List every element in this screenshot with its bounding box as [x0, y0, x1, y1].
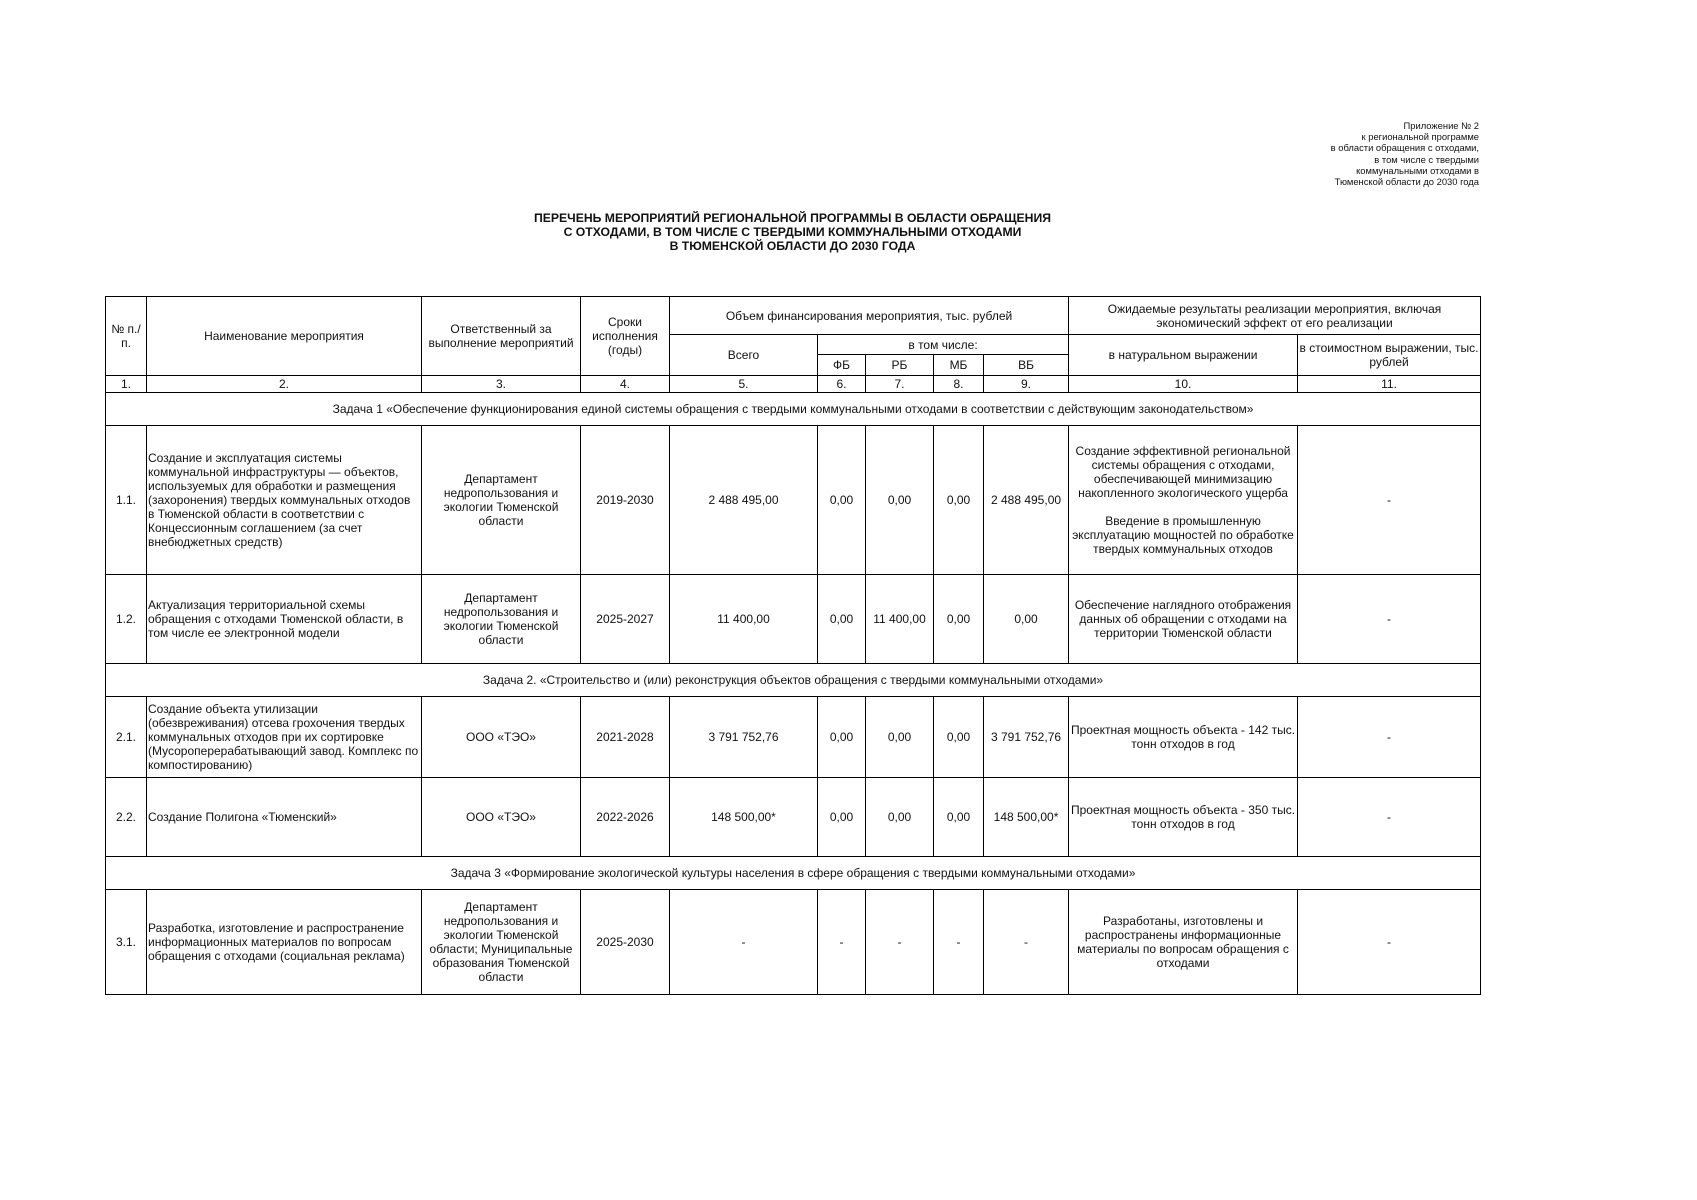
- header-including: в том числе:: [818, 335, 1069, 355]
- cell-num: 2.1.: [106, 697, 147, 778]
- appendix-line: к региональной программе: [1361, 131, 1479, 143]
- cell-total: 3 791 752,76: [670, 697, 818, 778]
- cell-vb: 0,00: [984, 575, 1069, 664]
- column-number: 11.: [1298, 376, 1481, 393]
- cell-responsible: Департамент недропользования и экологии Тюменской области: [422, 426, 581, 575]
- table-row: [106, 575, 1481, 664]
- measures-table: [105, 296, 1481, 995]
- column-number: 10.: [1069, 376, 1298, 393]
- cell-rb: 0,00: [866, 426, 934, 575]
- appendix-note: [1219, 120, 1479, 187]
- cell-cost: -: [1298, 697, 1481, 778]
- appendix-line: Приложение № 2: [1403, 120, 1479, 131]
- header-terms: Сроки исполнения (годы): [581, 297, 670, 376]
- appendix-line: коммунальными отходами в: [1356, 164, 1479, 176]
- appendix-line: в том числе с твердыми: [1374, 153, 1479, 165]
- table-row: [106, 426, 1481, 575]
- header-financing: Объем финансирования мероприятия, тыс. рублей: [670, 297, 1069, 335]
- table-row: [106, 890, 1481, 995]
- cell-vb: 2 488 495,00: [984, 426, 1069, 575]
- cell-terms: 2022-2026: [581, 778, 670, 857]
- cell-natural: Разработаны, изготовлены и распространены информационные материалы по вопросам обращения с отходами: [1069, 890, 1298, 995]
- cell-cost: -: [1298, 890, 1481, 995]
- header-row: [106, 297, 1481, 335]
- column-number: 3.: [422, 376, 581, 393]
- column-number: 9.: [984, 376, 1069, 393]
- task-row: [106, 393, 1481, 426]
- task-title: Задача 1 «Обеспечение функционирования единой системы обращения с твердыми коммунальными отходами в соответствии с действующим законодательством»: [106, 393, 1481, 426]
- header-vb: ВБ: [984, 355, 1069, 376]
- column-number: 6.: [818, 376, 866, 393]
- cell-total: 11 400,00: [670, 575, 818, 664]
- column-number: 4.: [581, 376, 670, 393]
- cell-cost: -: [1298, 778, 1481, 857]
- header-results: Ожидаемые результаты реализации мероприятия, включая экономический эффект от его реализации: [1069, 297, 1481, 335]
- cell-natural: Проектная мощность объекта - 142 тыс. тонн отходов в год: [1069, 697, 1298, 778]
- cell-terms: 2019-2030: [581, 426, 670, 575]
- task-row: [106, 857, 1481, 890]
- cell-responsible: ООО «ТЭО»: [422, 697, 581, 778]
- cell-name: Разработка, изготовление и распространение информационных материалов по вопросам обращения с отходами (социальная реклама): [147, 890, 422, 995]
- cell-terms: 2025-2030: [581, 890, 670, 995]
- cell-mb: 0,00: [934, 697, 984, 778]
- header-rb: РБ: [866, 355, 934, 376]
- cell-num: 2.2.: [106, 778, 147, 857]
- cell-rb: 11 400,00: [866, 575, 934, 664]
- cell-vb: -: [984, 890, 1069, 995]
- column-number: 5.: [670, 376, 818, 393]
- cell-name: Актуализация территориальной схемы обращения с отходами Тюменской области, в том числе ее электронной модели: [147, 575, 422, 664]
- cell-rb: 0,00: [866, 697, 934, 778]
- cell-vb: 148 500,00*: [984, 778, 1069, 857]
- appendix-line: Тюменской области до 2030 года: [1334, 176, 1479, 188]
- cell-natural: Обеспечение наглядного отображения данных об обращении с отходами на территории Тюменской области: [1069, 575, 1298, 664]
- header-responsible: Ответственный за выполнение мероприятий: [422, 297, 581, 376]
- column-number: 8.: [934, 376, 984, 393]
- cell-mb: 0,00: [934, 778, 984, 857]
- cell-mb: -: [934, 890, 984, 995]
- column-number: 2.: [147, 376, 422, 393]
- column-number: 7.: [866, 376, 934, 393]
- table-row: [106, 697, 1481, 778]
- header-natural: в натуральном выражении: [1069, 335, 1298, 376]
- cell-rb: 0,00: [866, 778, 934, 857]
- title-line: ПЕРЕЧЕНЬ МЕРОПРИЯТИЙ РЕГИОНАЛЬНОЙ ПРОГРАММЫ В ОБЛАСТИ ОБРАЩЕНИЯ: [534, 211, 1051, 225]
- natural-result-text: Введение в промышленную эксплуатацию мощностей по обработке твердых коммунальных отходов: [1072, 514, 1294, 556]
- header-total: Всего: [670, 335, 818, 376]
- header-mb: МБ: [934, 355, 984, 376]
- appendix-line: в области обращения с отходами,: [1330, 142, 1479, 154]
- cell-fb: -: [818, 890, 866, 995]
- header-fb: ФБ: [818, 355, 866, 376]
- cell-total: 2 488 495,00: [670, 426, 818, 575]
- cell-num: 1.2.: [106, 575, 147, 664]
- title-line: В ТЮМЕНСКОЙ ОБЛАСТИ ДО 2030 ГОДА: [669, 239, 916, 254]
- cell-natural: [1069, 426, 1298, 575]
- cell-total: 148 500,00*: [670, 778, 818, 857]
- cell-vb: 3 791 752,76: [984, 697, 1069, 778]
- cell-num: 3.1.: [106, 890, 147, 995]
- column-number: 1.: [106, 376, 147, 393]
- header-name: Наименование мероприятия: [147, 297, 422, 376]
- cell-responsible: Департамент недропользования и экологии Тюменской области; Муниципальные образования Тюменской области: [422, 890, 581, 995]
- natural-result-text: Создание эффективной региональной системы обращения с отходами, обеспечивающей минимизацию накопленного экологического ущерба: [1075, 444, 1291, 500]
- cell-responsible: ООО «ТЭО»: [422, 778, 581, 857]
- cell-responsible: Департамент недропользования и экологии Тюменской области: [422, 575, 581, 664]
- cell-num: 1.1.: [106, 426, 147, 575]
- cell-mb: 0,00: [934, 426, 984, 575]
- cell-fb: 0,00: [818, 575, 866, 664]
- cell-natural: Проектная мощность объекта - 350 тыс. тонн отходов в год: [1069, 778, 1298, 857]
- title-line: С ОТХОДАМИ, В ТОМ ЧИСЛЕ С ТВЕРДЫМИ КОММУНАЛЬНЫМИ ОТХОДАМИ: [563, 225, 1022, 240]
- cell-terms: 2021-2028: [581, 697, 670, 778]
- task-row: [106, 664, 1481, 697]
- cell-fb: 0,00: [818, 697, 866, 778]
- header-cost: в стоимостном выражении, тыс. рублей: [1298, 335, 1481, 376]
- cell-mb: 0,00: [934, 575, 984, 664]
- cell-name: Создание объекта утилизации (обезвреживания) отсева грохочения твердых коммунальных отходов при их сортировке (Мусороперерабатывающий завод. Комплекс по компостированию): [147, 697, 422, 778]
- column-numbers-row: [106, 376, 1481, 393]
- cell-total: -: [670, 890, 818, 995]
- cell-name: Создание Полигона «Тюменский»: [147, 778, 422, 857]
- cell-fb: 0,00: [818, 426, 866, 575]
- cell-cost: -: [1298, 426, 1481, 575]
- table-row: [106, 778, 1481, 857]
- header-num: № п./п.: [106, 297, 147, 376]
- task-title: Задача 3 «Формирование экологической культуры населения в сфере обращения с твердыми коммунальными отходами»: [106, 857, 1481, 890]
- cell-rb: -: [866, 890, 934, 995]
- task-title: Задача 2. «Строительство и (или) реконструкция объектов обращения с твердыми коммунальными отходами»: [106, 664, 1481, 697]
- cell-fb: 0,00: [818, 778, 866, 857]
- cell-terms: 2025-2027: [581, 575, 670, 664]
- document-title: [0, 211, 1585, 254]
- cell-cost: -: [1298, 575, 1481, 664]
- cell-name: Создание и эксплуатация системы коммунальной инфраструктуры — объектов, используемых для обработки и размещения (захоронения) твердых коммунальных отходов в Тюменской области в соответствии с Концессионным соглашением (за счет внебюджетных средств): [147, 426, 422, 575]
